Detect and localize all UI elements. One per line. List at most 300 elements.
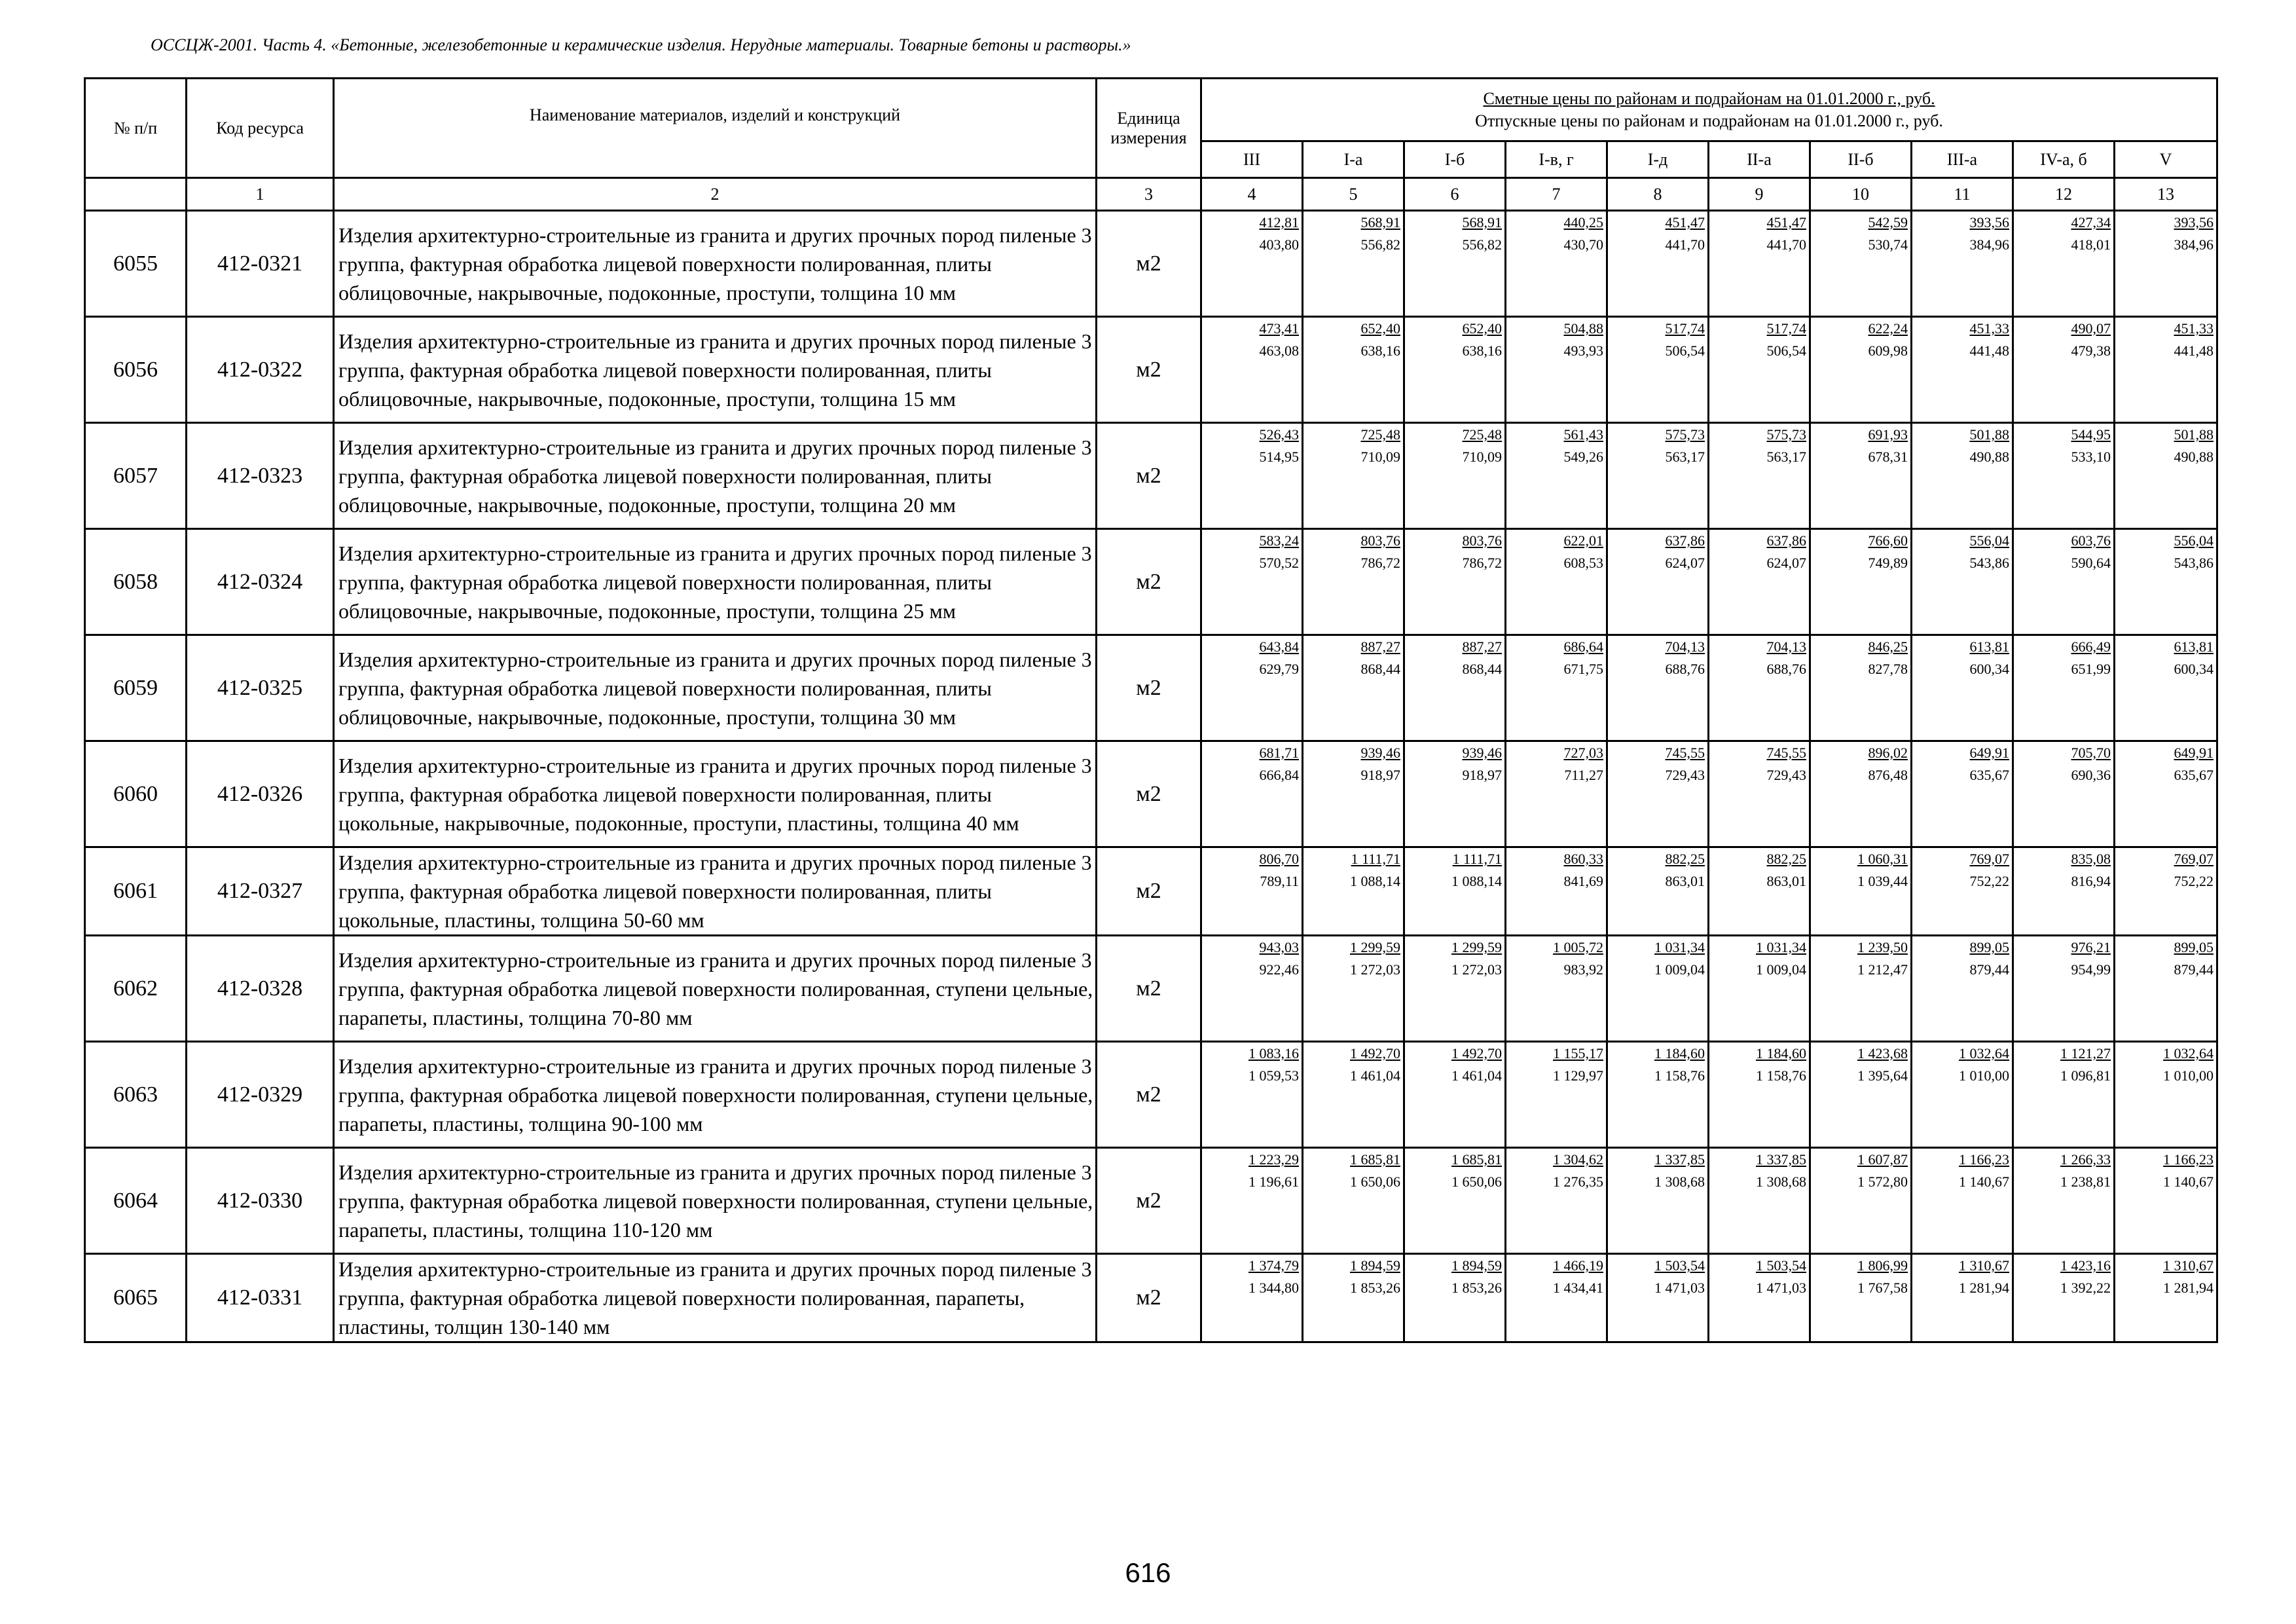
release-price: 384,96 bbox=[2174, 236, 2214, 253]
price-cell bbox=[1201, 1148, 1303, 1254]
estimate-price: 899,05 bbox=[2174, 939, 2214, 955]
region-header: III bbox=[1201, 141, 1303, 178]
estimate-price: 1 111,71 bbox=[1351, 851, 1400, 867]
release-price: 479,38 bbox=[2071, 342, 2111, 359]
release-price: 879,44 bbox=[2174, 961, 2214, 978]
estimate-price: 704,13 bbox=[1665, 638, 1705, 655]
header-npp: № п/п bbox=[85, 79, 187, 178]
unit: м2 bbox=[1097, 1254, 1201, 1342]
price-cell bbox=[2115, 1148, 2217, 1254]
release-price: 506,54 bbox=[1766, 342, 1806, 359]
estimate-price: 1 032,64 bbox=[2163, 1045, 2214, 1061]
estimate-price: 1 155,17 bbox=[1553, 1045, 1603, 1061]
release-price: 710,09 bbox=[1360, 449, 1400, 465]
unit: м2 bbox=[1097, 741, 1201, 847]
resource-code: 412-0327 bbox=[187, 847, 334, 936]
estimate-price: 1 337,85 bbox=[1756, 1151, 1806, 1168]
resource-code: 412-0321 bbox=[187, 211, 334, 317]
estimate-price: 705,70 bbox=[2071, 745, 2111, 761]
estimate-price: 501,88 bbox=[2174, 426, 2214, 443]
price-cell bbox=[1912, 1254, 2013, 1342]
release-price: 1 039,44 bbox=[1857, 873, 1908, 889]
release-price: 1 650,06 bbox=[1350, 1173, 1400, 1190]
resource-code: 412-0324 bbox=[187, 529, 334, 635]
price-cell bbox=[1201, 1042, 1303, 1148]
price-cell bbox=[1201, 211, 1303, 317]
price-cell bbox=[1303, 741, 1404, 847]
release-price: 863,01 bbox=[1766, 873, 1806, 889]
price-cell bbox=[1810, 317, 1912, 423]
price-cell bbox=[2115, 529, 2217, 635]
estimate-price: 1 423,16 bbox=[2060, 1257, 2111, 1274]
column-number: 11 bbox=[1912, 178, 2013, 211]
price-cell bbox=[2115, 635, 2217, 741]
price-cell bbox=[2013, 529, 2115, 635]
price-cell bbox=[1404, 317, 1506, 423]
page-number: 616 bbox=[1125, 1557, 1171, 1588]
price-cell bbox=[2115, 211, 2217, 317]
release-price: 629,79 bbox=[1259, 661, 1299, 677]
price-cell bbox=[1810, 1254, 1912, 1342]
release-price: 879,44 bbox=[1969, 961, 2009, 978]
price-cell bbox=[1201, 529, 1303, 635]
document-header: ОССЦЖ-2001. Часть 4. «Бетонные, железобетонные и керамические изделия. Нерудные материалы. Товарные бетоны и растворы.» bbox=[151, 35, 1131, 54]
release-price: 1 196,61 bbox=[1248, 1173, 1299, 1190]
release-price: 1 059,53 bbox=[1248, 1067, 1299, 1084]
release-price: 711,27 bbox=[1564, 767, 1603, 783]
estimate-price: 556,04 bbox=[1969, 532, 2009, 549]
release-price: 635,67 bbox=[2174, 767, 2214, 783]
header-code: Код ресурса bbox=[187, 79, 334, 178]
estimate-price: 725,48 bbox=[1360, 426, 1400, 443]
price-cell bbox=[1709, 423, 1810, 529]
release-price: 1 010,00 bbox=[1959, 1067, 2009, 1084]
price-cell bbox=[1709, 211, 1810, 317]
estimate-price: 803,76 bbox=[1462, 532, 1502, 549]
unit: м2 bbox=[1097, 529, 1201, 635]
estimate-price: 451,47 bbox=[1665, 214, 1705, 231]
price-cell bbox=[1810, 1042, 1912, 1148]
release-price: 1 650,06 bbox=[1451, 1173, 1502, 1190]
estimate-price: 882,25 bbox=[1766, 851, 1806, 867]
price-cell bbox=[1810, 847, 1912, 936]
estimate-price: 568,91 bbox=[1462, 214, 1502, 231]
table-body bbox=[85, 211, 2217, 1342]
price-cell bbox=[1709, 529, 1810, 635]
price-cell bbox=[1607, 847, 1709, 936]
estimate-price: 649,91 bbox=[1969, 745, 2009, 761]
release-price: 530,74 bbox=[1868, 236, 1908, 253]
price-cell bbox=[1506, 317, 1607, 423]
estimate-price: 1 503,54 bbox=[1654, 1257, 1705, 1274]
unit: м2 bbox=[1097, 423, 1201, 529]
material-name: Изделия архитектурно-строительные из гранита и других прочных пород пиленые 3 группа, фактурная обработка лицевой поверхности полированная, плиты облицовочные, накрывочные, подоконные, проступи, толщина 15 мм bbox=[334, 317, 1097, 423]
release-price: 983,92 bbox=[1563, 961, 1603, 978]
estimate-price: 745,55 bbox=[1766, 745, 1806, 761]
price-cell bbox=[1607, 1254, 1709, 1342]
release-price: 1 088,14 bbox=[1451, 873, 1502, 889]
price-cell bbox=[1607, 1148, 1709, 1254]
price-cell bbox=[1201, 1254, 1303, 1342]
price-cell bbox=[1404, 1148, 1506, 1254]
release-price: 441,48 bbox=[2174, 342, 2214, 359]
header-name: Наименование материалов, изделий и конструкций bbox=[334, 79, 1097, 178]
estimate-price: 846,25 bbox=[1868, 638, 1908, 655]
price-cell bbox=[1912, 1148, 2013, 1254]
price-cell bbox=[1607, 317, 1709, 423]
estimate-price: 517,74 bbox=[1766, 320, 1806, 337]
estimate-price: 681,71 bbox=[1259, 745, 1299, 761]
release-price: 1 238,81 bbox=[2060, 1173, 2111, 1190]
header-unit: Единица измерения bbox=[1097, 79, 1201, 178]
price-cell bbox=[1404, 1254, 1506, 1342]
row-number: 6056 bbox=[85, 317, 187, 423]
region-header: IV-а, б bbox=[2013, 141, 2115, 178]
price-cell bbox=[1404, 211, 1506, 317]
price-cell bbox=[1912, 1042, 2013, 1148]
estimate-price: 1 060,31 bbox=[1857, 851, 1908, 867]
resource-code: 412-0326 bbox=[187, 741, 334, 847]
price-cell bbox=[2115, 1254, 2217, 1342]
column-number: 12 bbox=[2013, 178, 2115, 211]
release-price: 1 395,64 bbox=[1857, 1067, 1908, 1084]
estimate-price: 440,25 bbox=[1563, 214, 1603, 231]
price-cell bbox=[2013, 1042, 2115, 1148]
estimate-price: 613,81 bbox=[1969, 638, 2009, 655]
release-price: 1 009,04 bbox=[1654, 961, 1705, 978]
price-cell bbox=[1506, 1148, 1607, 1254]
estimate-price: 1 299,59 bbox=[1350, 939, 1400, 955]
release-price: 1 471,03 bbox=[1654, 1280, 1705, 1296]
release-price: 1 461,04 bbox=[1350, 1067, 1400, 1084]
resource-code: 412-0329 bbox=[187, 1042, 334, 1148]
price-cell bbox=[1912, 741, 2013, 847]
release-price: 752,22 bbox=[1969, 873, 2009, 889]
estimate-price: 943,03 bbox=[1259, 939, 1299, 955]
material-name: Изделия архитектурно-строительные из гранита и других прочных пород пиленые 3 группа, фактурная обработка лицевой поверхности полированная, плиты цокольные, пластины, толщина 50-60 мм bbox=[334, 847, 1097, 936]
price-cell bbox=[2115, 1042, 2217, 1148]
table-row bbox=[85, 936, 2217, 1042]
release-price: 590,64 bbox=[2071, 555, 2111, 571]
price-cell bbox=[2013, 317, 2115, 423]
estimate-price: 1 492,70 bbox=[1451, 1045, 1502, 1061]
region-header: V bbox=[2115, 141, 2217, 178]
table-row bbox=[85, 211, 2217, 317]
material-name: Изделия архитектурно-строительные из гранита и других прочных пород пиленые 3 группа, фактурная обработка лицевой поверхности полированная, ступени цельные, парапеты, пластины, толщина 110-120 мм bbox=[334, 1148, 1097, 1254]
release-price: 543,86 bbox=[1969, 555, 2009, 571]
release-price: 1 140,67 bbox=[2163, 1173, 2214, 1190]
estimate-price: 1 337,85 bbox=[1654, 1151, 1705, 1168]
estimate-price: 745,55 bbox=[1665, 745, 1705, 761]
price-table bbox=[84, 77, 2218, 1343]
price-cell bbox=[1303, 936, 1404, 1042]
estimate-price: 561,43 bbox=[1563, 426, 1603, 443]
release-price: 688,76 bbox=[1766, 661, 1806, 677]
estimate-price: 427,34 bbox=[2071, 214, 2111, 231]
price-cell bbox=[1912, 847, 2013, 936]
price-cell bbox=[1303, 1148, 1404, 1254]
estimate-price: 652,40 bbox=[1360, 320, 1400, 337]
price-cell bbox=[1912, 423, 2013, 529]
resource-code: 412-0331 bbox=[187, 1254, 334, 1342]
estimate-price: 451,33 bbox=[2174, 320, 2214, 337]
release-price: 786,72 bbox=[1360, 555, 1400, 571]
resource-code: 412-0330 bbox=[187, 1148, 334, 1254]
estimate-price: 686,64 bbox=[1563, 638, 1603, 655]
release-price: 490,88 bbox=[1969, 449, 2009, 465]
region-header: I-в, г bbox=[1506, 141, 1607, 178]
estimate-price: 649,91 bbox=[2174, 745, 2214, 761]
estimate-price: 1 166,23 bbox=[1959, 1151, 2009, 1168]
row-number: 6057 bbox=[85, 423, 187, 529]
price-cell bbox=[1404, 423, 1506, 529]
release-price: 514,95 bbox=[1259, 449, 1299, 465]
release-price: 1 276,35 bbox=[1553, 1173, 1603, 1190]
release-price: 570,52 bbox=[1259, 555, 1299, 571]
column-number-empty bbox=[85, 178, 187, 211]
price-cell bbox=[1709, 1042, 1810, 1148]
price-cell bbox=[1303, 847, 1404, 936]
unit: м2 bbox=[1097, 317, 1201, 423]
price-cell bbox=[1404, 1042, 1506, 1148]
price-cell bbox=[1912, 211, 2013, 317]
release-price: 403,80 bbox=[1259, 236, 1299, 253]
unit: м2 bbox=[1097, 936, 1201, 1042]
table-row bbox=[85, 635, 2217, 741]
unit: м2 bbox=[1097, 635, 1201, 741]
price-cell bbox=[1810, 936, 1912, 1042]
estimate-price: 501,88 bbox=[1969, 426, 2009, 443]
row-number: 6064 bbox=[85, 1148, 187, 1254]
release-price: 638,16 bbox=[1462, 342, 1502, 359]
price-cell bbox=[1404, 936, 1506, 1042]
header-price-title bbox=[1201, 79, 2217, 141]
release-price: 441,70 bbox=[1766, 236, 1806, 253]
release-price: 543,86 bbox=[2174, 555, 2214, 571]
price-cell bbox=[1912, 529, 2013, 635]
price-cell bbox=[1201, 317, 1303, 423]
price-cell bbox=[2013, 635, 2115, 741]
price-cell bbox=[1912, 317, 2013, 423]
release-price: 1 281,94 bbox=[2163, 1280, 2214, 1296]
table-row bbox=[85, 529, 2217, 635]
release-price: 954,99 bbox=[2071, 961, 2111, 978]
estimate-price: 637,86 bbox=[1766, 532, 1806, 549]
estimate-price: 1 894,59 bbox=[1350, 1257, 1400, 1274]
release-price: 749,89 bbox=[1868, 555, 1908, 571]
column-number: 1 bbox=[187, 178, 334, 211]
release-price: 786,72 bbox=[1462, 555, 1502, 571]
unit: м2 bbox=[1097, 847, 1201, 936]
unit: м2 bbox=[1097, 1042, 1201, 1148]
estimate-price: 727,03 bbox=[1563, 745, 1603, 761]
estimate-price: 583,24 bbox=[1259, 532, 1299, 549]
price-cell bbox=[1607, 635, 1709, 741]
price-cell bbox=[1709, 847, 1810, 936]
release-price: 556,82 bbox=[1462, 236, 1502, 253]
price-cell bbox=[2013, 1148, 2115, 1254]
price-cell bbox=[1303, 1042, 1404, 1148]
release-price: 1 009,04 bbox=[1756, 961, 1806, 978]
estimate-price: 473,41 bbox=[1259, 320, 1299, 337]
price-cell bbox=[2013, 1254, 2115, 1342]
table-row bbox=[85, 1254, 2217, 1342]
estimate-price: 1 166,23 bbox=[2163, 1151, 2214, 1168]
estimate-price: 704,13 bbox=[1766, 638, 1806, 655]
release-price: 918,97 bbox=[1360, 767, 1400, 783]
release-price: 1 471,03 bbox=[1756, 1280, 1806, 1296]
region-header: II-а bbox=[1709, 141, 1810, 178]
table-row bbox=[85, 423, 2217, 529]
release-price: 638,16 bbox=[1360, 342, 1400, 359]
estimate-price: 1 503,54 bbox=[1756, 1257, 1806, 1274]
estimate-price: 1 374,79 bbox=[1248, 1257, 1299, 1274]
estimate-price: 613,81 bbox=[2174, 638, 2214, 655]
region-header: I-д bbox=[1607, 141, 1709, 178]
release-price: 1 344,80 bbox=[1248, 1280, 1299, 1296]
estimate-price: 1 806,99 bbox=[1857, 1257, 1908, 1274]
price-cell bbox=[1303, 635, 1404, 741]
estimate-price: 1 310,67 bbox=[2163, 1257, 2214, 1274]
material-name: Изделия архитектурно-строительные из гранита и других прочных пород пиленые 3 группа, фактурная обработка лицевой поверхности полированная, ступени цельные, парапеты, пластины, толщина 70-80 мм bbox=[334, 936, 1097, 1042]
header-price-title-release: Отпускные цены по районам и подрайонам на 01.01.2000 г., руб. bbox=[1475, 111, 1943, 130]
price-cell bbox=[1709, 317, 1810, 423]
release-price: 441,70 bbox=[1665, 236, 1705, 253]
release-price: 690,36 bbox=[2071, 767, 2111, 783]
release-price: 624,07 bbox=[1766, 555, 1806, 571]
resource-code: 412-0322 bbox=[187, 317, 334, 423]
price-cell bbox=[1506, 211, 1607, 317]
release-price: 600,34 bbox=[2174, 661, 2214, 677]
price-cell bbox=[1607, 1042, 1709, 1148]
estimate-price: 451,33 bbox=[1969, 320, 2009, 337]
release-price: 563,17 bbox=[1766, 449, 1806, 465]
estimate-price: 575,73 bbox=[1665, 426, 1705, 443]
release-price: 666,84 bbox=[1259, 767, 1299, 783]
release-price: 841,69 bbox=[1563, 873, 1603, 889]
price-cell bbox=[1607, 423, 1709, 529]
price-cell bbox=[1810, 635, 1912, 741]
release-price: 918,97 bbox=[1462, 767, 1502, 783]
price-cell bbox=[1201, 936, 1303, 1042]
price-cell bbox=[1303, 211, 1404, 317]
material-name: Изделия архитектурно-строительные из гранита и других прочных пород пиленые 3 группа, фактурная обработка лицевой поверхности полированная, плиты облицовочные, накрывочные, подоконные, проступи, толщина 30 мм bbox=[334, 635, 1097, 741]
estimate-price: 887,27 bbox=[1462, 638, 1502, 655]
release-price: 688,76 bbox=[1665, 661, 1705, 677]
release-price: 1 308,68 bbox=[1756, 1173, 1806, 1190]
release-price: 609,98 bbox=[1868, 342, 1908, 359]
price-cell bbox=[1201, 423, 1303, 529]
release-price: 789,11 bbox=[1260, 873, 1299, 889]
estimate-price: 490,07 bbox=[2071, 320, 2111, 337]
row-number: 6060 bbox=[85, 741, 187, 847]
estimate-price: 803,76 bbox=[1360, 532, 1400, 549]
estimate-price: 1 083,16 bbox=[1248, 1045, 1299, 1061]
release-price: 1 572,80 bbox=[1857, 1173, 1908, 1190]
estimate-price: 899,05 bbox=[1969, 939, 2009, 955]
release-price: 729,43 bbox=[1665, 767, 1705, 783]
price-cell bbox=[1810, 211, 1912, 317]
table-row bbox=[85, 1042, 2217, 1148]
price-cell bbox=[2013, 936, 2115, 1042]
estimate-price: 393,56 bbox=[1969, 214, 2009, 231]
release-price: 563,17 bbox=[1665, 449, 1705, 465]
estimate-price: 1 031,34 bbox=[1756, 939, 1806, 955]
estimate-price: 517,74 bbox=[1665, 320, 1705, 337]
release-price: 1 088,14 bbox=[1350, 873, 1400, 889]
estimate-price: 1 894,59 bbox=[1451, 1257, 1502, 1274]
estimate-price: 542,59 bbox=[1868, 214, 1908, 231]
price-cell bbox=[1506, 741, 1607, 847]
price-cell bbox=[2115, 317, 2217, 423]
row-number: 6059 bbox=[85, 635, 187, 741]
estimate-price: 835,08 bbox=[2071, 851, 2111, 867]
price-cell bbox=[1404, 635, 1506, 741]
release-price: 463,08 bbox=[1259, 342, 1299, 359]
estimate-price: 939,46 bbox=[1462, 745, 1502, 761]
release-price: 1 392,22 bbox=[2060, 1280, 2111, 1296]
price-cell bbox=[2013, 741, 2115, 847]
estimate-price: 622,24 bbox=[1868, 320, 1908, 337]
price-cell bbox=[1506, 847, 1607, 936]
release-price: 430,70 bbox=[1563, 236, 1603, 253]
release-price: 1 010,00 bbox=[2163, 1067, 2214, 1084]
release-price: 1 767,58 bbox=[1857, 1280, 1908, 1296]
material-name: Изделия архитектурно-строительные из гранита и других прочных пород пиленые 3 группа, фактурная обработка лицевой поверхности полированная, плиты облицовочные, накрывочные, подоконные, проступи, толщина 25 мм bbox=[334, 529, 1097, 635]
estimate-price: 412,81 bbox=[1259, 214, 1299, 231]
estimate-price: 556,04 bbox=[2174, 532, 2214, 549]
column-number: 7 bbox=[1506, 178, 1607, 211]
column-number: 4 bbox=[1201, 178, 1303, 211]
release-price: 671,75 bbox=[1563, 661, 1603, 677]
release-price: 1 272,03 bbox=[1350, 961, 1400, 978]
region-header: III-а bbox=[1912, 141, 2013, 178]
price-cell bbox=[1709, 1254, 1810, 1342]
price-cell bbox=[2115, 741, 2217, 847]
price-cell bbox=[1912, 635, 2013, 741]
resource-code: 412-0328 bbox=[187, 936, 334, 1042]
release-price: 710,09 bbox=[1462, 449, 1502, 465]
release-price: 506,54 bbox=[1665, 342, 1705, 359]
material-name: Изделия архитектурно-строительные из гранита и других прочных пород пиленые 3 группа, фактурная обработка лицевой поверхности полированная, плиты облицовочные, накрывочные, подоконные, проступи, толщина 20 мм bbox=[334, 423, 1097, 529]
estimate-price: 766,60 bbox=[1868, 532, 1908, 549]
resource-code: 412-0323 bbox=[187, 423, 334, 529]
header-price-title-estimate: Сметные цены по районам и подрайонам на 01.01.2000 г., руб. bbox=[1483, 88, 1935, 108]
estimate-price: 603,76 bbox=[2071, 532, 2111, 549]
price-cell bbox=[1506, 423, 1607, 529]
estimate-price: 1 184,60 bbox=[1654, 1045, 1705, 1061]
estimate-price: 1 492,70 bbox=[1350, 1045, 1400, 1061]
estimate-price: 568,91 bbox=[1360, 214, 1400, 231]
price-cell bbox=[1506, 529, 1607, 635]
column-number: 10 bbox=[1810, 178, 1912, 211]
estimate-price: 860,33 bbox=[1563, 851, 1603, 867]
estimate-price: 725,48 bbox=[1462, 426, 1502, 443]
estimate-price: 643,84 bbox=[1259, 638, 1299, 655]
price-cell bbox=[1912, 936, 2013, 1042]
row-number: 6062 bbox=[85, 936, 187, 1042]
material-name: Изделия архитектурно-строительные из гранита и других прочных пород пиленые 3 группа, фактурная обработка лицевой поверхности полированная, ступени цельные, парапеты, пластины, толщина 90-100 мм bbox=[334, 1042, 1097, 1148]
release-price: 678,31 bbox=[1868, 449, 1908, 465]
release-price: 868,44 bbox=[1360, 661, 1400, 677]
price-cell bbox=[1709, 1148, 1810, 1254]
price-cell bbox=[2115, 936, 2217, 1042]
release-price: 1 129,97 bbox=[1553, 1067, 1603, 1084]
row-number: 6065 bbox=[85, 1254, 187, 1342]
estimate-price: 504,88 bbox=[1563, 320, 1603, 337]
release-price: 651,99 bbox=[2071, 661, 2111, 677]
release-price: 490,88 bbox=[2174, 449, 2214, 465]
